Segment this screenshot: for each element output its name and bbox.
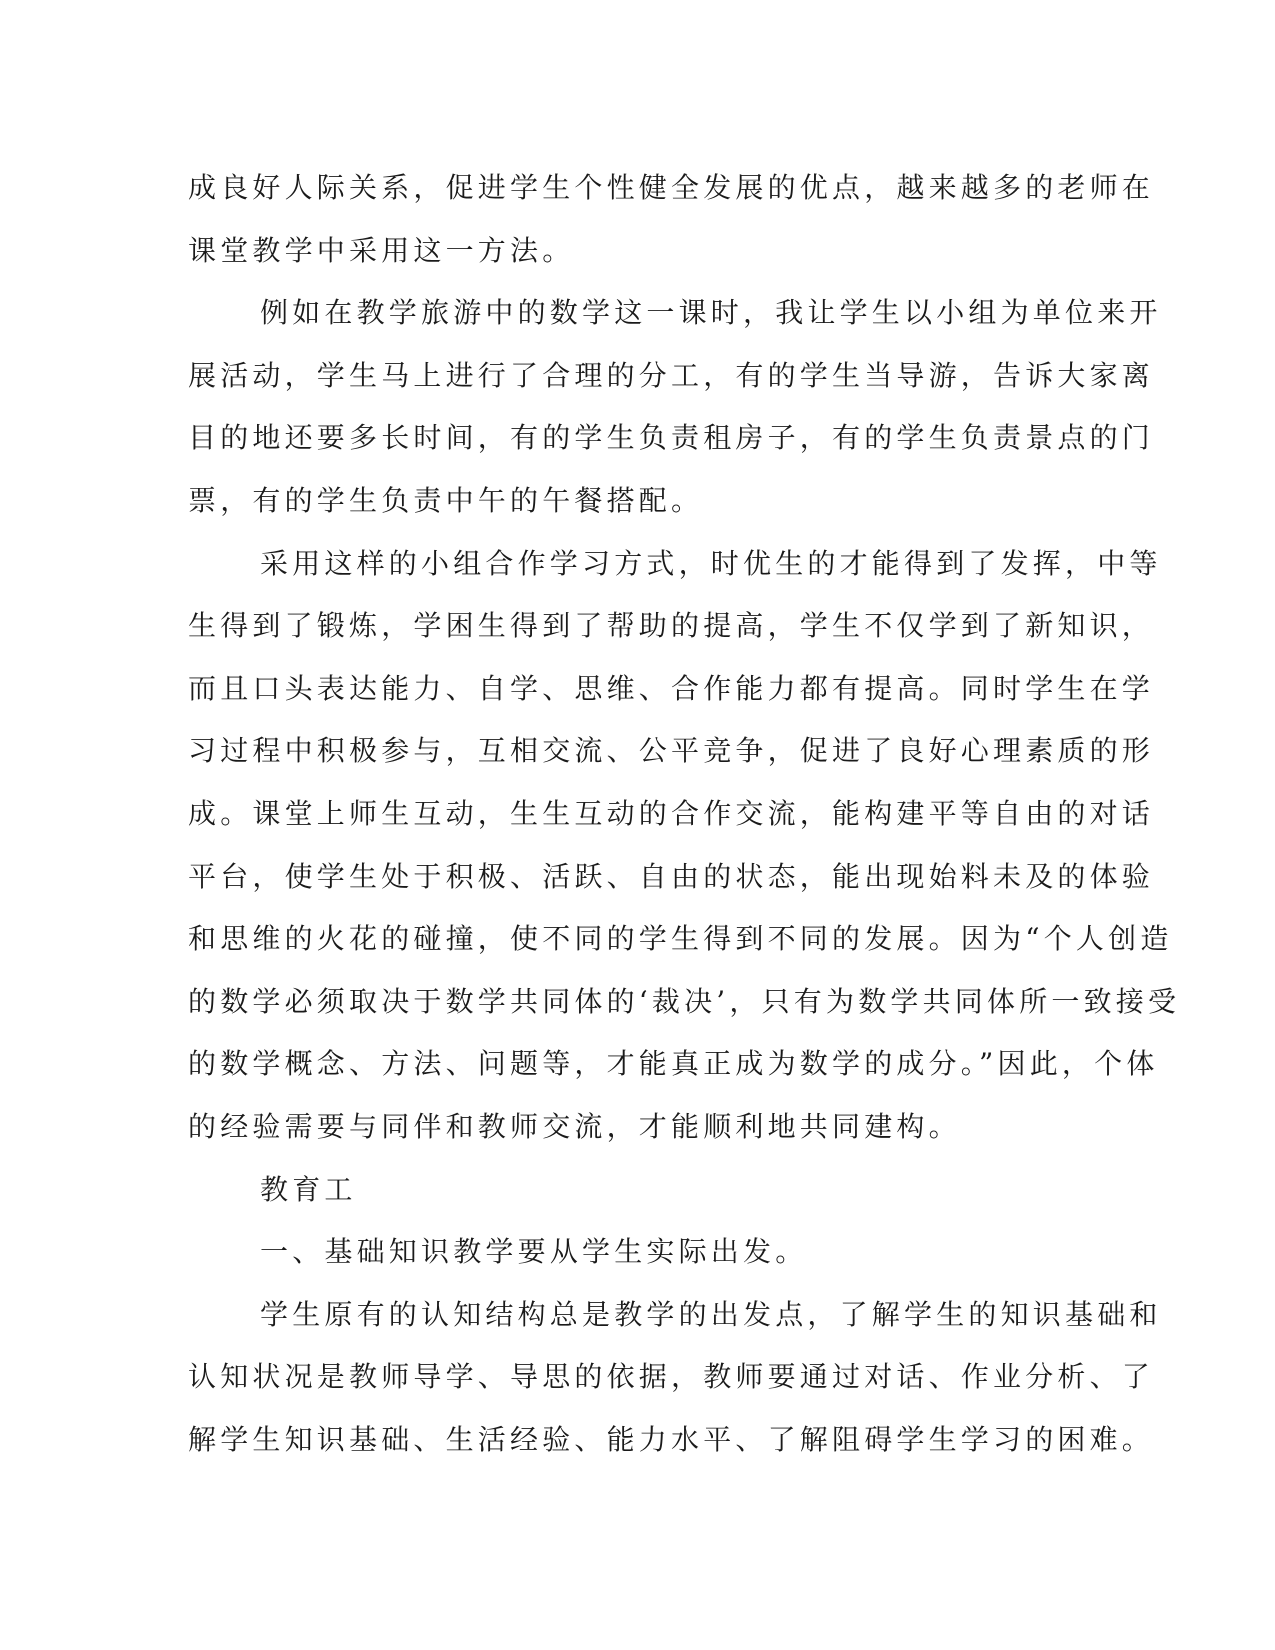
- text-line: 课堂教学中采用这一方法。: [188, 233, 575, 267]
- paragraph-start-line: 采用这样的小组合作学习方式，时优生的才能得到了发挥，中等: [260, 546, 1162, 580]
- paragraph-start-line: 例如在教学旅游中的数学这一课时，我让学生以小组为单位来开: [260, 296, 1162, 330]
- text-line: 平台，使学生处于积极、活跃、自由的状态，能出现始料未及的体验: [188, 859, 1155, 893]
- text-line: 习过程中积极参与，互相交流、公平竞争，促进了良好心理素质的形: [188, 734, 1155, 768]
- text-line: 的经验需要与同伴和教师交流，才能顺利地共同建构。: [188, 1109, 961, 1143]
- text-line: 展活动，学生马上进行了合理的分工，有的学生当导游，告诉大家离: [188, 358, 1155, 392]
- text-line: 成良好人际关系，促进学生个性健全发展的优点，越来越多的老师在: [188, 171, 1155, 204]
- document-body: [188, 157, 1181, 1471]
- text-line: 认知状况是教师导学、导思的依据，教师要通过对话、作业分析、了: [188, 1360, 1155, 1394]
- text-line: 的数学必须取决于数学共同体的‘裁决’，只有为数学共同体所一致接受: [188, 984, 1181, 1018]
- text-line: 和思维的火花的碰撞，使不同的学生得到不同的发展。因为“个人创造: [188, 922, 1173, 956]
- text-line: 而且口头表达能力、自学、思维、合作能力都有提高。同时学生在学: [188, 671, 1155, 705]
- paragraph-start-line: 学生原有的认知结构总是教学的出发点，了解学生的知识基础和: [260, 1297, 1162, 1331]
- text-line: 目的地还要多长时间，有的学生负责租房子，有的学生负责景点的门: [188, 421, 1155, 455]
- section-heading: 教育工: [260, 1172, 357, 1206]
- text-line: 生得到了锻炼，学困生得到了帮助的提高，学生不仅学到了新知识，: [188, 609, 1155, 643]
- text-line: 票，有的学生负责中午的午餐搭配。: [188, 483, 704, 517]
- text-line: 成。课堂上师生互动，生生互动的合作交流，能构建平等自由的对话: [188, 796, 1155, 830]
- text-line: 解学生知识基础、生活经验、能力水平、了解阻碍学生学习的困难。: [188, 1422, 1155, 1456]
- numbered-heading: 一、基础知识教学要从学生实际出发。: [260, 1235, 808, 1269]
- text-line: 的数学概念、方法、问题等，才能真正成为数学的成分。”因此，个体: [188, 1047, 1159, 1081]
